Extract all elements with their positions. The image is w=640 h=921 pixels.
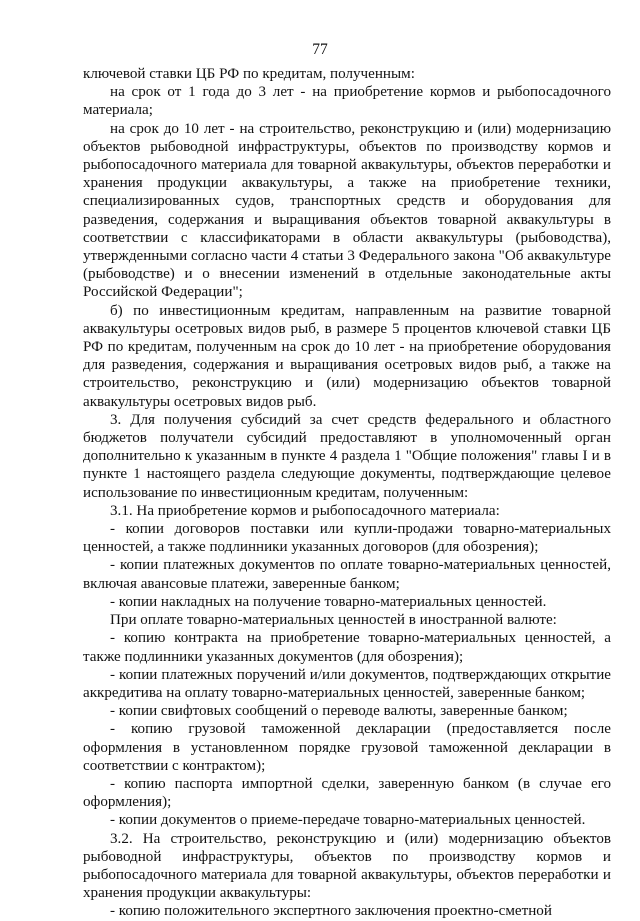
paragraph: - копию положительного экспертного заключения проектно-сметной — [110, 903, 552, 920]
paragraph: на срок до 10 лет - на строительство, реконструкцию и (или) модернизацию объектов рыбоводной инфраструктуры, объектов по производству кормов и рыбопосадочного материала для товарной аквакультуры, объектов переработки и хранения продукции аквакультуры, а также на приобретение техники, специализированных судов, транспортных средств и оборудования для разведения, содержания и выращивания объектов товарной аквакультуры в соответствии с классификаторами в области аквакультуры (рыбоводства), утвержденными согласно части 4 статьи 3 Федерального закона "Об аквакультуре (рыбоводстве) и о внесении изменений в отдельные законодательные акты Российской Федерации"; — [83, 120, 611, 301]
paragraph: б) по инвестиционным кредитам, направленным на развитие товарной аквакультуры осетровых видов рыб, в размере 5 процентов ключевой ставки ЦБ РФ по кредитам, полученным на срок до 10 лет - на приобретение оборудования для разведения, содержания и выращивания осетровых видов рыб, а также на строительство, реконструкцию и (или) модернизацию объектов товарной аквакультуры осетровых видов рыб. — [83, 302, 611, 410]
paragraph: При оплате товарно-материальных ценностей в иностранной валюте: — [110, 612, 557, 629]
paragraph: - копию грузовой таможенной декларации (предоставляется после оформления в установленном порядке грузовой таможенной декларации в соответствии с контрактом); — [83, 721, 611, 774]
paragraph: - копии платежных документов по оплате товарно-материальных ценностей, включая авансовые платежи, заверенные банком; — [83, 557, 611, 592]
paragraph: 3.2. На строительство, реконструкцию и (или) модернизацию объектов рыбоводной инфраструктуры, объектов по производству кормов и рыбопосадочного материала для товарной аквакультуры, объектов переработки и хранения продукции аквакультуры: — [83, 830, 611, 902]
paragraph: - копии договоров поставки или купли-продажи товарно-материальных ценностей, а также подлинники указанных договоров (для обозрения); — [83, 521, 611, 556]
paragraph: на срок от 1 года до 3 лет - на приобретение кормов и рыбопосадочного материала; — [83, 84, 611, 119]
paragraph: 3. Для получения субсидий за счет средств федерального и областного бюджетов получатели субсидий предоставляют в уполномоченный орган дополнительно к указанным в пункте 4 раздела 1 "Общие положения" главы I и в пункте 1 настоящего раздела следующие документы, подтверждающие целевое использование по инвестиционным кредитам, полученным: — [83, 411, 611, 501]
document-body — [83, 65, 611, 921]
paragraph: - копии платежных поручений и/или документов, подтверждающих открытие аккредитива на оплату товарно-материальных ценностей, заверенные банком; — [83, 666, 611, 701]
paragraph: - копии свифтовых сообщений о переводе валюты, заверенные банком; — [110, 703, 568, 720]
paragraph: - копии документов о приеме-передаче товарно-материальных ценностей. — [110, 812, 586, 829]
page-number: 77 — [312, 41, 328, 58]
paragraph: - копии накладных на получение товарно-материальных ценностей. — [110, 593, 547, 610]
paragraph: ключевой ставки ЦБ РФ по кредитам, полученным: — [83, 66, 415, 82]
paragraph: - копию контракта на приобретение товарно-материальных ценностей, а также подлинники указанных документов (для обозрения); — [83, 630, 611, 665]
paragraph: - копию паспорта импортной сделки, заверенную банком (в случае его оформления); — [83, 775, 611, 811]
paragraph: 3.1. На приобретение кормов и рыбопосадочного материала: — [110, 502, 500, 519]
